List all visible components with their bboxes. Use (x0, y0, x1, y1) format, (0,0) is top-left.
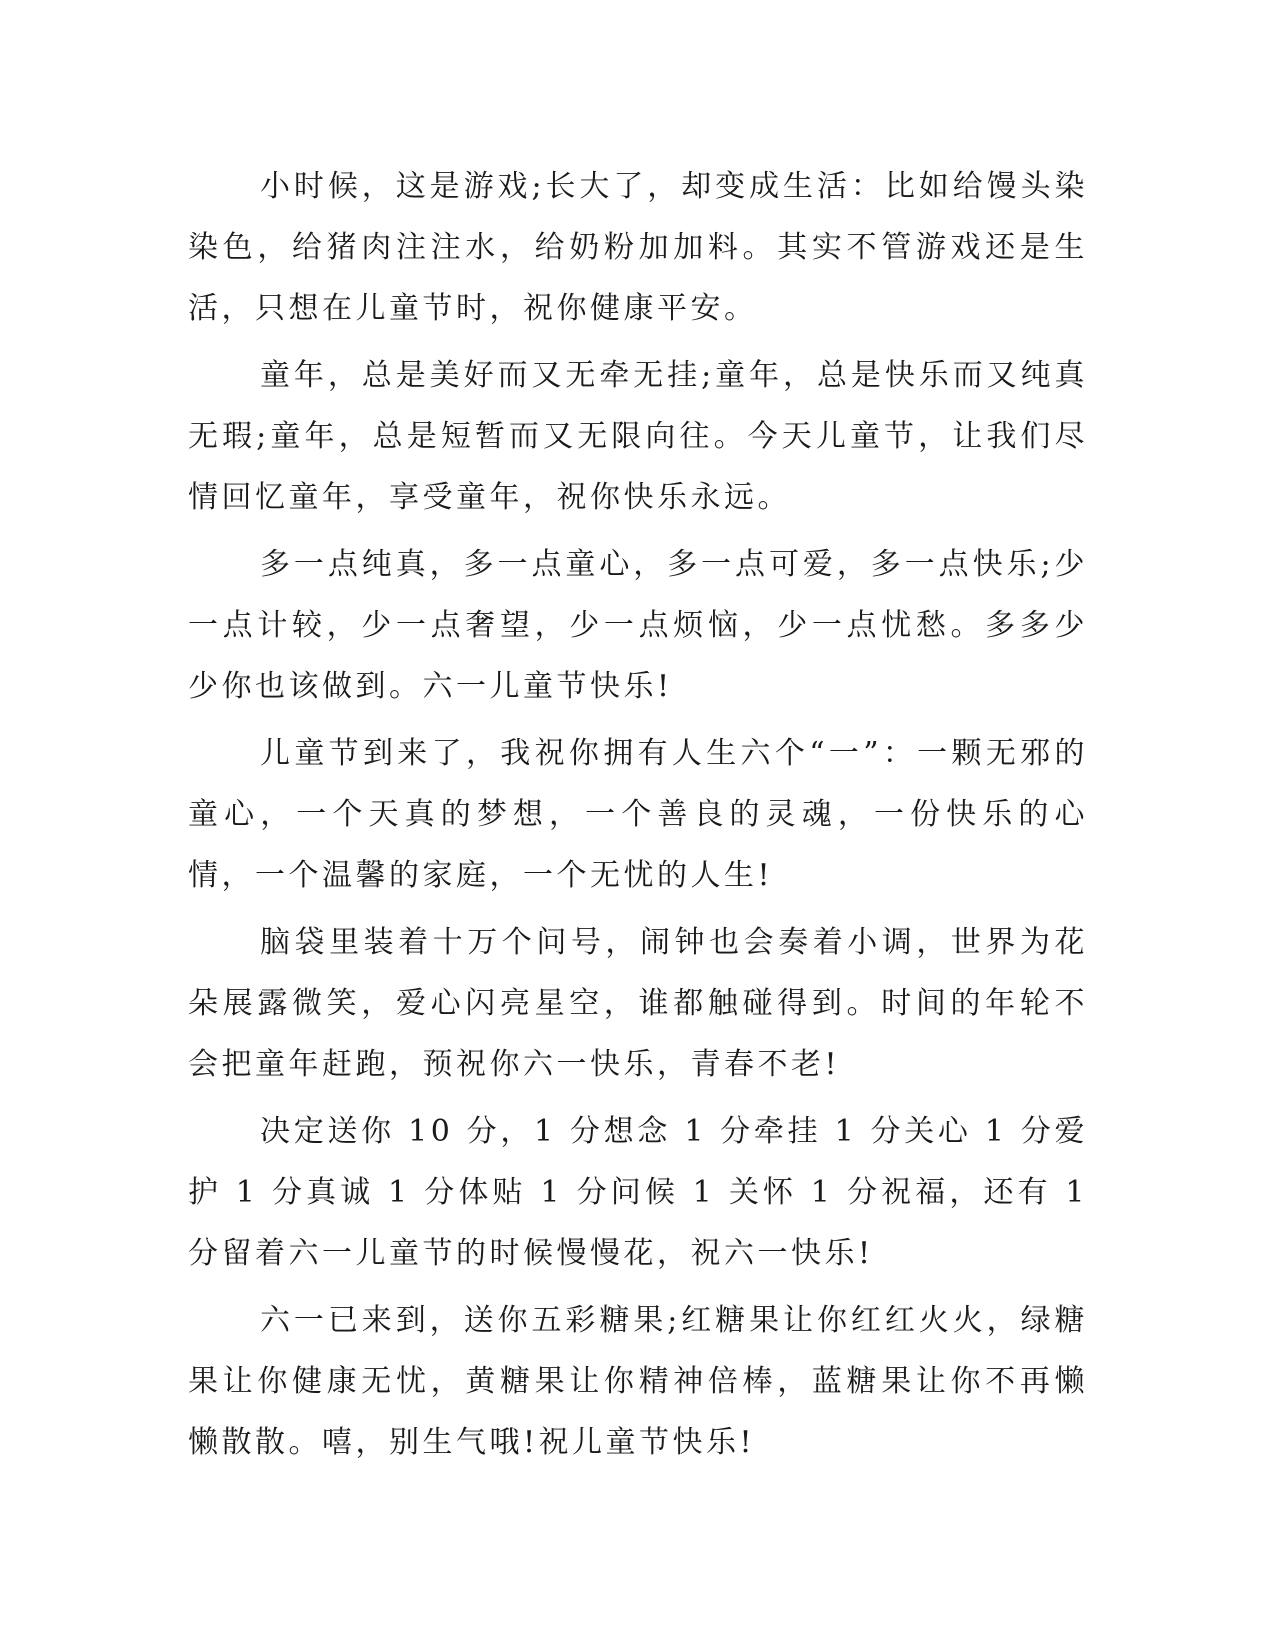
paragraph-1: 小时候，这是游戏;长大了，却变成生活：比如给馒头染染色，给猪肉注注水，给奶粉加加料。其实不管游戏还是生活，只想在儿童节时，祝你健康平安。 (188, 169, 1088, 326)
paragraph-7: 六一已来到，送你五彩糖果;红糖果让你红红火火，绿糖果让你健康无忧，黄糖果让你精神倍棒，蓝糖果让你不再懒懒散散。嘻，别生气哦!祝儿童节快乐! (188, 1303, 1088, 1460)
paragraph-2: 童年，总是美好而又无牵无挂;童年，总是快乐而又纯真无瑕;童年，总是短暂而又无限向往。今天儿童节，让我们尽情回忆童年，享受童年，祝你快乐永远。 (188, 358, 1088, 515)
paragraph-3: 多一点纯真，多一点童心，多一点可爱，多一点快乐;少一点计较，少一点奢望，少一点烦恼，少一点忧愁。多多少少你也该做到。六一儿童节快乐! (188, 547, 1088, 704)
paragraph-5: 脑袋里装着十万个问号，闹钟也会奏着小调，世界为花朵展露微笑，爱心闪亮星空，谁都触碰得到。时间的年轮不会把童年赶跑，预祝你六一快乐，青春不老! (188, 925, 1088, 1082)
paragraph-4: 儿童节到来了，我祝你拥有人生六个“一”：一颗无邪的童心，一个天真的梦想，一个善良的灵魂，一份快乐的心情，一个温馨的家庭，一个无忧的人生! (188, 736, 1088, 893)
paragraph-6: 决定送你 10 分，1 分想念 1 分牵挂 1 分关心 1 分爱护 1 分真诚 1 分体贴 1 分问候 1 关怀 1 分祝福，还有 1 分留着六一儿童节的时候慢慢花，祝六一快乐! (188, 1114, 1088, 1271)
document-body (188, 156, 1088, 1479)
